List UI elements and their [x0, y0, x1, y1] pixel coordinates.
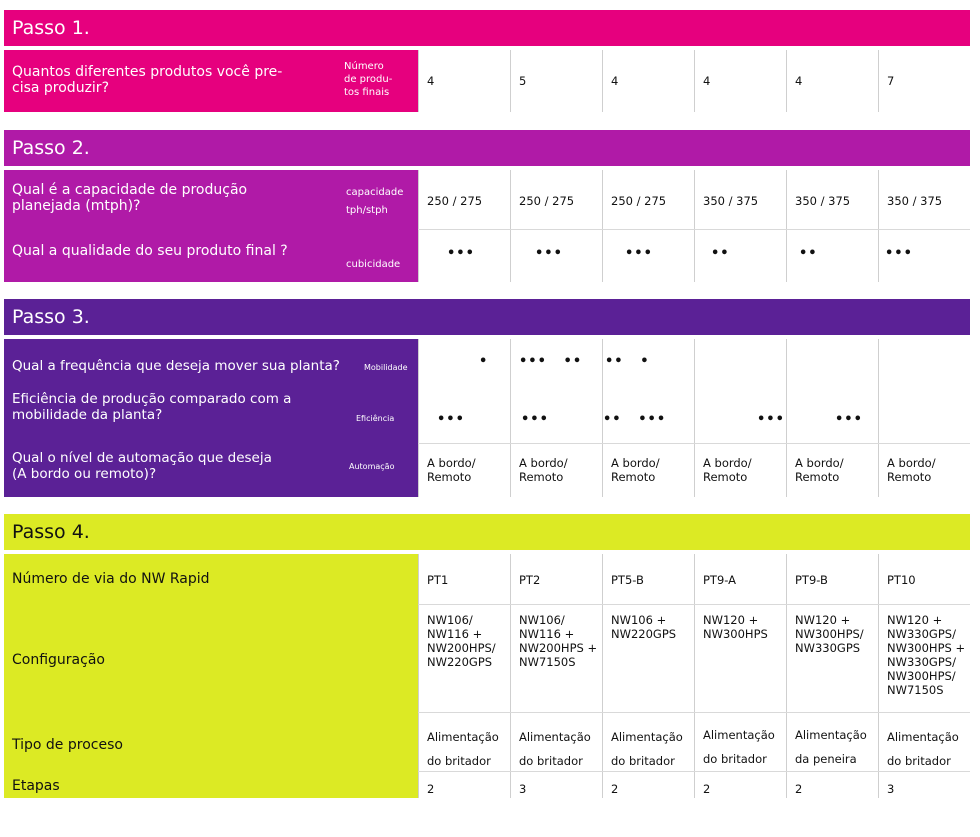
step4-stages-value: 3: [510, 772, 602, 798]
step3-automation-value: A bordo/ Remoto: [510, 444, 602, 497]
step3-automation-value: A bordo/ Remoto: [694, 444, 786, 497]
step2-capacity-value: 350 / 375: [878, 170, 970, 229]
step4-process-value: Alimentação do britador: [878, 713, 970, 771]
step1-question-cell: [4, 50, 418, 112]
step3-q2-line1: Eficiência de produção comparado com a: [12, 391, 292, 407]
step4-process-value: Alimentação do britador: [418, 713, 510, 771]
step2-q2: Qual a qualidade do seu produto final ?: [12, 243, 288, 259]
step1-value: 4: [602, 50, 694, 112]
step2-q2-label: cubicidade: [346, 259, 401, 270]
step2-quality-value: •••: [510, 230, 602, 282]
step3-mobility-value: ••• ••: [510, 339, 602, 391]
step2-q1-label-line1: capacidade: [346, 187, 404, 198]
step3-question-column: [4, 339, 418, 497]
step3-automation-value: A bordo/ Remoto: [418, 444, 510, 497]
step4-process-value: Alimentação do britador: [602, 713, 694, 771]
step4-r4-label: Etapas: [12, 778, 60, 794]
step3-title: Passo 3.: [12, 306, 90, 328]
step2-capacity-value: 350 / 375: [694, 170, 786, 229]
step2-q1-line2: planejada (mtph)?: [12, 198, 141, 214]
step2-quality-value: •••: [602, 230, 694, 282]
step3-efficiency-value: •••: [510, 391, 602, 443]
step2-capacity-value: 250 / 275: [510, 170, 602, 229]
step3-q3-label: Automação: [349, 462, 395, 471]
step4-config-value: NW106 + NW220GPS: [602, 605, 694, 712]
step2-title: Passo 2.: [12, 137, 90, 159]
step3-efficiency-value: •••: [786, 391, 878, 443]
step4-header: [4, 514, 970, 550]
step4-label-column: [4, 554, 418, 798]
step1-question-line1: Quantos diferentes produtos você pre-: [12, 64, 283, 80]
step4-config-value: NW120 + NW300HPS/ NW330GPS: [786, 605, 878, 712]
step4-process-value: Alimentação do britador: [694, 713, 786, 771]
step4-process-value: Alimentação da peneira: [786, 713, 878, 771]
step4-stages-value: 2: [602, 772, 694, 798]
step2-q1-label-line2: tph/stph: [346, 205, 388, 216]
step2-capacity-value: 250 / 275: [602, 170, 694, 229]
step4-model-value: PT10: [878, 554, 970, 604]
step1-label-line1: Número: [344, 61, 384, 72]
step4-section: [4, 514, 970, 798]
step1-label-line2: de produ-: [344, 74, 393, 85]
step4-model-value: PT1: [418, 554, 510, 604]
step2-q1-line1: Qual é a capacidade de produção: [12, 182, 248, 198]
step3-section: [4, 299, 970, 497]
step4-stages-value: 3: [878, 772, 970, 798]
step4-config-value: NW120 + NW330GPS/ NW300HPS + NW330GPS/ NW300HPS/ NW7150S: [878, 605, 970, 712]
step3-automation-value: A bordo/ Remoto: [786, 444, 878, 497]
step3-automation-value: A bordo/ Remoto: [602, 444, 694, 497]
step2-quality-value: ••: [694, 230, 786, 282]
step1-value: 7: [878, 50, 970, 112]
step1-section: [4, 10, 970, 112]
step2-header: [4, 130, 970, 166]
step2-capacity-value: 250 / 275: [418, 170, 510, 229]
step2-capacity-value: 350 / 375: [786, 170, 878, 229]
step4-config-value: NW106/ NW116 + NW200HPS/ NW220GPS: [418, 605, 510, 712]
step3-mobility-value: [878, 339, 970, 391]
step3-mobility-value: [694, 339, 786, 391]
step3-q1: Qual a frequência que deseja mover sua planta?: [12, 358, 340, 374]
step4-config-value: NW120 + NW300HPS: [694, 605, 786, 712]
step4-model-value: PT9-B: [786, 554, 878, 604]
step3-automation-value: A bordo/ Remoto: [878, 444, 970, 497]
step1-value: 4: [418, 50, 510, 112]
step1-question-line2: cisa produzir?: [12, 80, 109, 96]
step1-value: 4: [694, 50, 786, 112]
step1-title: Passo 1.: [12, 17, 90, 39]
step3-mobility-value: •: [418, 339, 510, 391]
step4-config-value: NW106/ NW116 + NW200HPS + NW7150S: [510, 605, 602, 712]
step3-q1-label: Mobilidade: [364, 363, 408, 372]
step1-label-line3: tos finais: [344, 87, 390, 98]
step3-q2-label: Eficiência: [356, 414, 395, 423]
step3-efficiency-value: •••: [418, 391, 510, 443]
step4-title: Passo 4.: [12, 521, 90, 543]
step4-stages-value: 2: [786, 772, 878, 798]
step4-r1-label: Número de via do NW Rapid: [12, 571, 210, 587]
step3-efficiency-value: [878, 391, 970, 443]
step3-efficiency-value: •• •••: [602, 391, 694, 443]
step2-question-column: [4, 170, 418, 282]
step4-stages-value: 2: [694, 772, 786, 798]
step3-q3-line2: (A bordo ou remoto)?: [12, 466, 157, 482]
step4-model-value: PT5-B: [602, 554, 694, 604]
step1-header: [4, 10, 970, 46]
step3-q3-line1: Qual o nível de automação que deseja: [12, 450, 272, 466]
step3-q2-line2: mobilidade da planta?: [12, 407, 163, 423]
step2-quality-value: ••: [786, 230, 878, 282]
step4-r3-label: Tipo de proceso: [12, 737, 123, 753]
step4-r2-label: Configuração: [12, 652, 105, 668]
step4-model-value: PT2: [510, 554, 602, 604]
step2-section: [4, 130, 970, 282]
step4-process-value: Alimentação do britador: [510, 713, 602, 771]
step2-quality-value: •••: [878, 230, 970, 282]
step3-mobility-value: [786, 339, 878, 391]
step2-quality-value: •••: [418, 230, 510, 282]
step4-stages-value: 2: [418, 772, 510, 798]
step3-efficiency-value: •••: [694, 391, 786, 443]
step4-model-value: PT9-A: [694, 554, 786, 604]
step3-header: [4, 299, 970, 335]
step1-value: 4: [786, 50, 878, 112]
step1-value: 5: [510, 50, 602, 112]
step3-mobility-value: •• •: [602, 339, 694, 391]
